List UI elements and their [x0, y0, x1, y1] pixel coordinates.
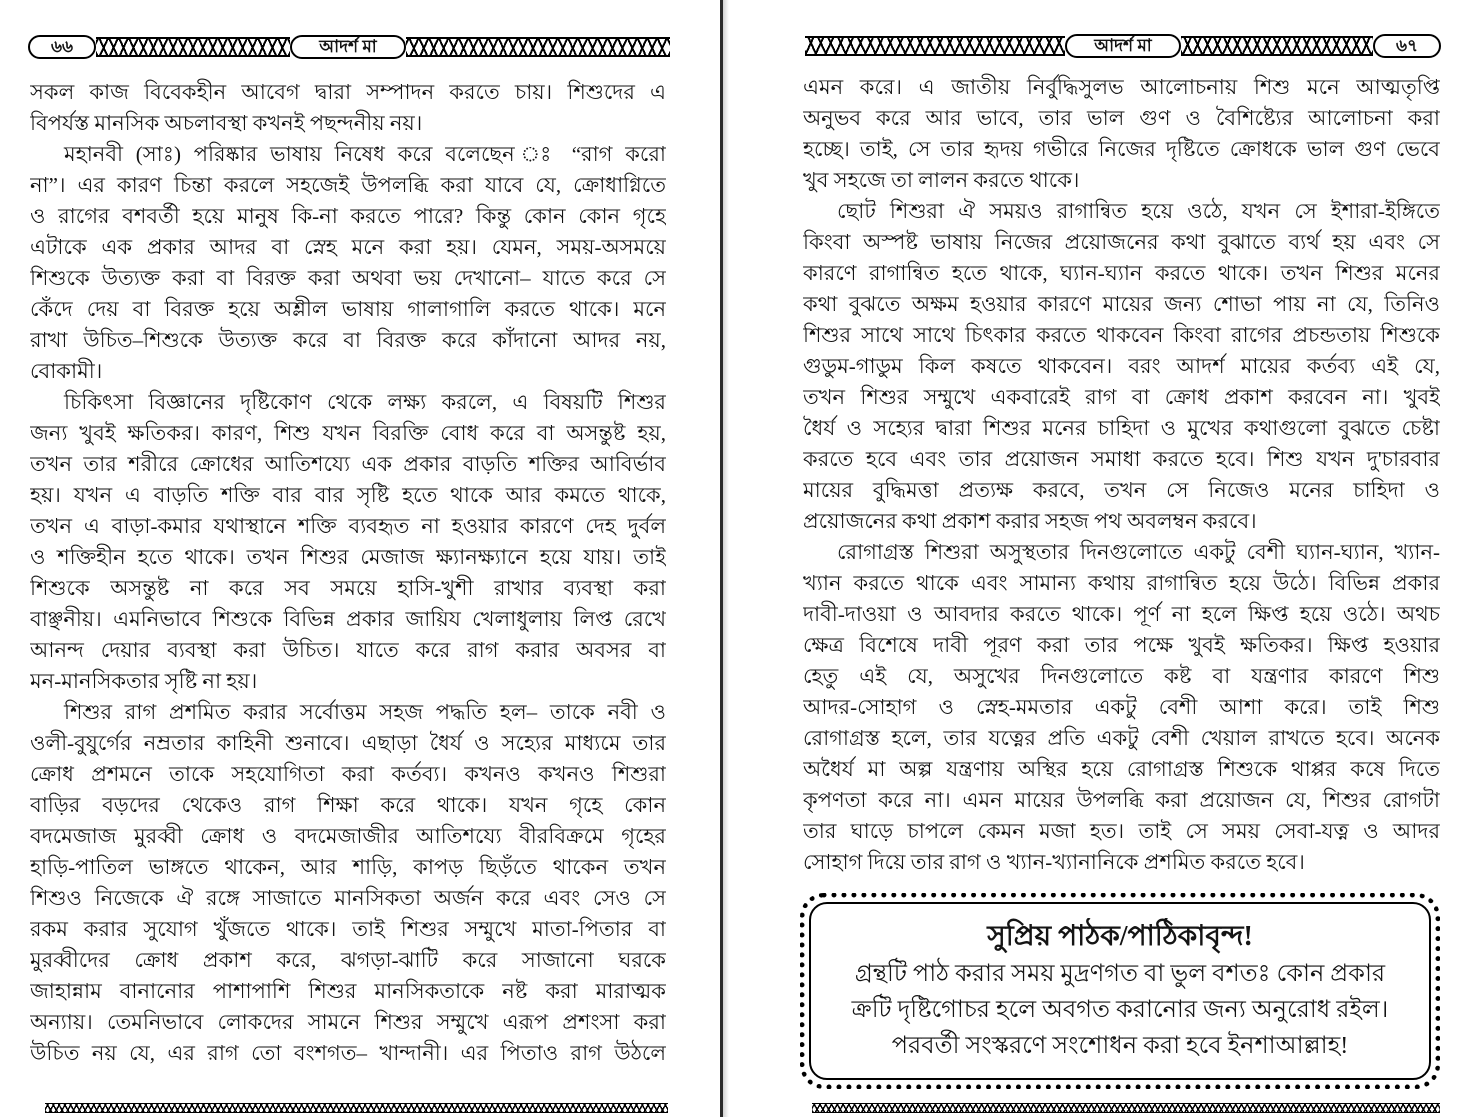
text-line: শিশুর রাগ প্রশমিত করার সর্বোত্তম সহজ পদ্ধতি হল– তাকে নবী ও — [64, 700, 666, 724]
text-line: বদমেজাজ মুরব্বী ক্রোধ ও বদমেজাজীর আতিশয্যে বীরবিক্রমে গৃহের — [30, 824, 666, 848]
notice-line: পরবর্তী সংস্করণে সংশোধন করা হবে ইনশাআল্লাহ! — [891, 1033, 1349, 1059]
text-line: বিপর্যস্ত মানসিক অচলাবস্থা কখনই পছন্দনীয় নয়। — [30, 111, 423, 135]
text-line: হয়। যখন এ বাড়তি শক্তি বার বার সৃষ্টি হতে থাকে আর কমতে থাকে, — [30, 483, 666, 507]
text-line: এটাকে এক প্রকার আদর বা স্নেহ মনে করা হয়। যেমন, সময়-অসময়ে — [30, 235, 666, 259]
text-line: বাঞ্ছনীয়। এমনিভাবে শিশুকে বিভিন্ন প্রকার জায়িয খেলাধুলায় লিপ্ত রেখে — [30, 607, 666, 631]
text-line: ক্রোধ প্রশমনে তাকে সহযোগিতা করা কর্তব্য। কখনও কখনও শিশুরা — [30, 762, 666, 786]
text-line: চিকিৎসা বিজ্ঞানের দৃষ্টিকোণ থেকে লক্ষ্য করলে, এ বিষয়টি শিশুর — [64, 390, 666, 414]
header-ornament — [406, 37, 670, 57]
text-line: কারণে রাগান্বিত হতে থাকে, ঘ্যান-ঘ্যান করতে থাকে। তখন শিশুর মনের — [803, 261, 1440, 285]
text-line: শিশুকে উত্যক্ত করা বা বিরক্ত করা অথবা ভয় দেখানো– যাতে করে সে — [30, 266, 666, 290]
left-page-number: ৬৬ — [28, 35, 96, 59]
text-line: শিশুও নিজেকে ঐ রঙ্গে সাজাতে মানসিকতা অর্জন করে এবং সেও সে — [30, 886, 666, 910]
text-line: এমন করে। এ জাতীয় নির্বুদ্ধিসুলভ আলোচনায় শিশু মনে আত্মতৃপ্তি — [803, 75, 1440, 99]
text-line: সোহাগ দিয়ে তার রাগ ও খ্যান-খ্যানানিকে প্রশমিত করতে হবে। — [803, 850, 1305, 874]
text-line: জাহান্নাম বানানোর পাশাপাশি শিশুর মানসিকতাকে নষ্ট করা মারাত্মক — [30, 979, 666, 1003]
left-footer-ornament — [45, 1103, 668, 1113]
text-line: মুরব্বীদের ক্রোধ প্রকাশ করে, ঝগড়া-ঝাটি করে সাজানো ঘরকে — [30, 948, 666, 972]
text-line: ধৈর্য ও সহ্যের দ্বারা শিশুর মনের চাহিদা ও মুখের কথাগুলো বুঝতে চেষ্টা — [803, 416, 1440, 440]
text-line: তখন এ বাড়া-কমার যথাস্থানে শক্তি ব্যবহৃত না হওয়ার কারণে দেহ দুর্বল — [30, 514, 666, 538]
text-line: রকম করার সুযোগ খুঁজতে থাকে। তাই শিশুর সম্মুখে মাতা-পিতার বা — [30, 917, 666, 941]
text-line: মন-মানসিকতার সৃষ্টি না হয়। — [30, 669, 258, 693]
text-line: মহানবী (সাঃ) পরিষ্কার ভাষায় নিষেধ করে বলেছেন ঃ “রাগ করো — [64, 142, 666, 166]
text-line: ছোট শিশুরা ঐ সময়ও রাগান্বিত হয়ে ওঠে, যখন সে ইশারা-ইঙ্গিতে — [837, 199, 1440, 223]
text-line: শিশুকে অসন্তুষ্ট না করে সব সময়ে হাসি-খুশী রাখার ব্যবস্থা করা — [30, 576, 666, 600]
text-line: ও শক্তিহীন হতে থাকে। তখন শিশুর মেজাজ ক্ষ্যানক্ষ্যানে হয়ে যায়। তাই — [30, 545, 666, 569]
text-line: হাড়ি-পাতিল ভাঙ্গতে থাকেন, আর শাড়ি, কাপড় ছিড়ঁতে থাকেন তখন — [30, 855, 666, 879]
text-line: অধৈর্য মা অল্প যন্ত্রণায় অস্থির হয়ে রোগাগ্রস্ত শিশুকে থাপ্পর কষে দিতে — [803, 757, 1440, 781]
right-page-body — [803, 72, 1440, 878]
text-line: হচ্ছে। তাই, সে তার হৃদয় গভীরে নিজের দৃষ্টিতে ক্রোধকে ভাল গুণ ভেবে — [803, 137, 1440, 161]
header-ornament — [1181, 36, 1373, 56]
text-line: অনুভব করে আর ভাবে, তার ভাল গুণ ও বৈশিষ্ট্যের আলোচনা করা — [803, 106, 1440, 130]
text-line: দাবী-দাওয়া ও আবদার করতে থাকে। পূর্ণ না হলে ক্ষিপ্ত হয়ে ওঠে। অথচ — [803, 602, 1440, 626]
left-page-body — [30, 77, 666, 1069]
notice-line: ক্রটি দৃষ্টিগোচর হলে অবগত করানোর জন্য অনুরোধ রইল। — [851, 997, 1389, 1023]
text-line: অন্যায়। তেমনিভাবে লোকদের সামনে শিশুর সম্মুখে এরূপ প্রশংসা করা — [30, 1010, 666, 1034]
text-line: কথা বুঝতে অক্ষম হওয়ার কারণে মায়ের জন্য শোভা পায় না যে, তিনিও — [803, 292, 1440, 316]
text-line: খুব সহজে তা লালন করতে থাকে। — [803, 168, 1080, 192]
right-footer-ornament — [812, 1103, 1440, 1113]
text-line: হেতু এই যে, অসুখের দিনগুলোতে কষ্ট বা যন্ত্রণার কারণে শিশু — [803, 664, 1440, 688]
text-line: রোগাগ্রস্ত শিশুরা অসুস্থতার দিনগুলোতে একটু বেশী ঘ্যান-ঘ্যান, খ্যান- — [837, 540, 1440, 564]
right-running-title: আদর্শ মা — [1065, 34, 1181, 58]
text-line: আদর-সোহাগ ও স্নেহ-মমতার একটু বেশী আশা করে। তাই শিশু — [803, 695, 1440, 719]
text-line: রোগাগ্রস্ত হলে, তার যত্নের প্রতি একটু বেশী খেয়াল রাখতে হবে। অনেক — [803, 726, 1440, 750]
text-line: খ্যান করতে থাকে এবং সামান্য কথায় রাগান্বিত হয়ে উঠে। বিভিন্ন প্রকার — [803, 571, 1440, 595]
gutter-shadow — [723, 0, 729, 1117]
text-line: আনন্দ দেয়ার ব্যবস্থা করা উচিত। যাতে করে রাগ করার অবসর বা — [30, 638, 666, 662]
left-running-title: আদর্শ মা — [290, 35, 406, 59]
text-line: না”। এর কারণ চিন্তা করলে সহজেই উপলব্ধি করা যাবে যে, ক্রোধাগ্নিতে — [30, 173, 666, 197]
text-line: ক্ষেত্র বিশেষে দাবী পূরণ করা তার পক্ষে খুবই ক্ষতিকর। ক্ষিপ্ত হওয়ার — [803, 633, 1440, 657]
header-ornament — [96, 37, 290, 57]
text-line: ও রাগের বশবর্তী হয়ে মানুষ কি-না করতে পারে? কিন্তু কোন কোন গৃহে — [30, 204, 666, 228]
text-line: তখন শিশুর সম্মুখে একবারেই রাগ বা ক্রোধ প্রকাশ করবেন না। খুবই — [803, 385, 1440, 409]
header-ornament — [805, 36, 1065, 56]
right-running-header — [805, 34, 1441, 58]
text-line: কিংবা অস্পষ্ট ভাষায় নিজের প্রয়োজনের কথা বুঝাতে ব্যর্থ হয় এবং সে — [803, 230, 1440, 254]
text-line: গুডুম-গাডুম কিল কষতে থাকবেন। বরং আদর্শ মায়ের কর্তব্য এই যে, — [803, 354, 1440, 378]
notice-box — [800, 893, 1440, 1089]
text-line: কেঁদে দেয় বা বিরক্ত হয়ে অশ্লীল ভাষায় গালাগালি করতে থাকে। মনে — [30, 297, 666, 321]
left-running-header — [28, 35, 670, 59]
text-line: মায়ের বুদ্ধিমত্তা প্রত্যক্ষ করবে, তখন সে নিজেও মনের চাহিদা ও — [803, 478, 1440, 502]
text-line: ওলী-বুযুর্গের নম্রতার কাহিনী শুনাবে। এছাড়া ধৈর্য ও সহ্যের মাধ্যমে তার — [30, 731, 666, 755]
text-line: শিশুর সাথে সাথে চিৎকার করতে থাকবেন কিংবা রাগের প্রচন্ডতায় শিশুকে — [803, 323, 1440, 347]
text-line: রাখা উচিত–শিশুকে উত্যক্ত করে বা বিরক্ত করে কাঁদানো আদর নয়, — [30, 328, 666, 352]
text-line: বোকামী। — [30, 359, 103, 383]
notice-line: গ্রন্থটি পাঠ করার সময় মুদ্রণগত বা ভুল বশতঃ কোন প্রকার — [854, 961, 1386, 987]
text-line: জন্য খুবই ক্ষতিকর। কারণ, শিশু যখন বিরক্তি বোধ করে বা অসন্তুষ্ট হয়, — [30, 421, 666, 445]
text-line: বাড়ির বড়দের থেকেও রাগ শিক্ষা করে থাকে। যখন গৃহে কোন — [30, 793, 666, 817]
notice-title: সুপ্রিয় পাঠক/পাঠিকাবৃন্দ! — [987, 921, 1253, 952]
text-line: তখন তার শরীরে ক্রোধের আতিশয্যে এক প্রকার বাড়তি শক্তির আবির্ভাব — [30, 452, 666, 476]
right-page-number: ৬৭ — [1373, 34, 1441, 58]
text-line: তার ঘাড়ে চাপলে কেমন মজা হত। তাই সে সময় সেবা-যত্ন ও আদর — [803, 819, 1440, 843]
text-line: কৃপণতা করে না। এমন মায়ের উপলব্ধি করা প্রয়োজন যে, শিশুর রোগটা — [803, 788, 1440, 812]
text-line: সকল কাজ বিবেকহীন আবেগ দ্বারা সম্পাদন করতে চায়। শিশুদের এ — [30, 80, 666, 104]
text-line: করতে হবে এবং তার প্রয়োজন সমাধা করতে হবে। শিশু যখন দু'চারবার — [803, 447, 1440, 471]
text-line: উচিত নয় যে, এর রাগ তো বংশগত– খান্দানী। এর পিতাও রাগ উঠলে — [30, 1041, 666, 1065]
text-line: প্রয়োজনের কথা প্রকাশ করার সহজ পথ অবলম্বন করবে। — [803, 509, 1257, 533]
notice-box-inner — [809, 902, 1431, 1080]
